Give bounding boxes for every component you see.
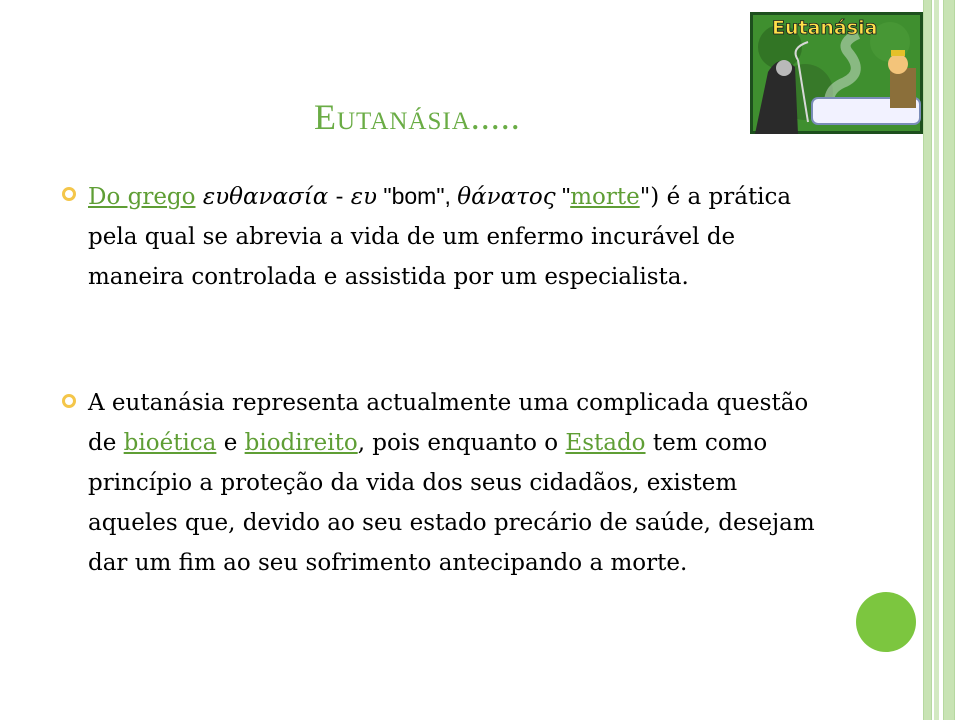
- context-text-3: , pois enquanto o: [357, 430, 566, 456]
- link-morte[interactable]: morte: [570, 184, 640, 210]
- logo-title: Eutanásia: [772, 17, 878, 39]
- ring-bullet-icon: [61, 393, 77, 409]
- definition-text: ") é a prática pela qual se abrevia a vida de um enfermo incurável de maneira controlada e assistida por um especialista.: [88, 184, 792, 290]
- right-rail-stripe: [923, 0, 932, 720]
- link-estado[interactable]: Estado: [565, 430, 646, 456]
- right-rail-stripe: [934, 0, 939, 720]
- right-rail-stripe: [943, 0, 955, 720]
- ring-bullet-icon: [61, 186, 77, 202]
- greek-ev: ευ: [350, 184, 378, 210]
- slide-title: Eutanásia.....: [314, 97, 521, 137]
- link-biodireito[interactable]: biodireito: [244, 430, 358, 456]
- link-do-grego[interactable]: Do grego: [88, 184, 196, 210]
- euthanasia-illustration-image: [750, 12, 923, 134]
- decorative-green-circle: [856, 592, 916, 652]
- link-bioetica[interactable]: bioética: [123, 430, 217, 456]
- paragraph-definition: [88, 176, 818, 297]
- context-text-4: tem como princípio a proteção da vida dos seus cidadãos, existem aqueles que, devido ao seu estado precário de saúde, desejam dar um fim ao seu sofrimento antecipando a morte.: [88, 430, 815, 576]
- paragraph-context: [88, 383, 818, 583]
- quote-open-text: ": [555, 183, 571, 209]
- dash-text: -: [328, 184, 351, 210]
- context-text-2: e: [216, 430, 245, 456]
- greek-term: ευθανασία: [202, 184, 329, 210]
- greek-thanatos: θάνατος: [457, 184, 556, 210]
- bom-text: "bom",: [377, 183, 458, 209]
- context-text-1: A eutanásia representa actualmente uma complicada questão de: [88, 390, 809, 456]
